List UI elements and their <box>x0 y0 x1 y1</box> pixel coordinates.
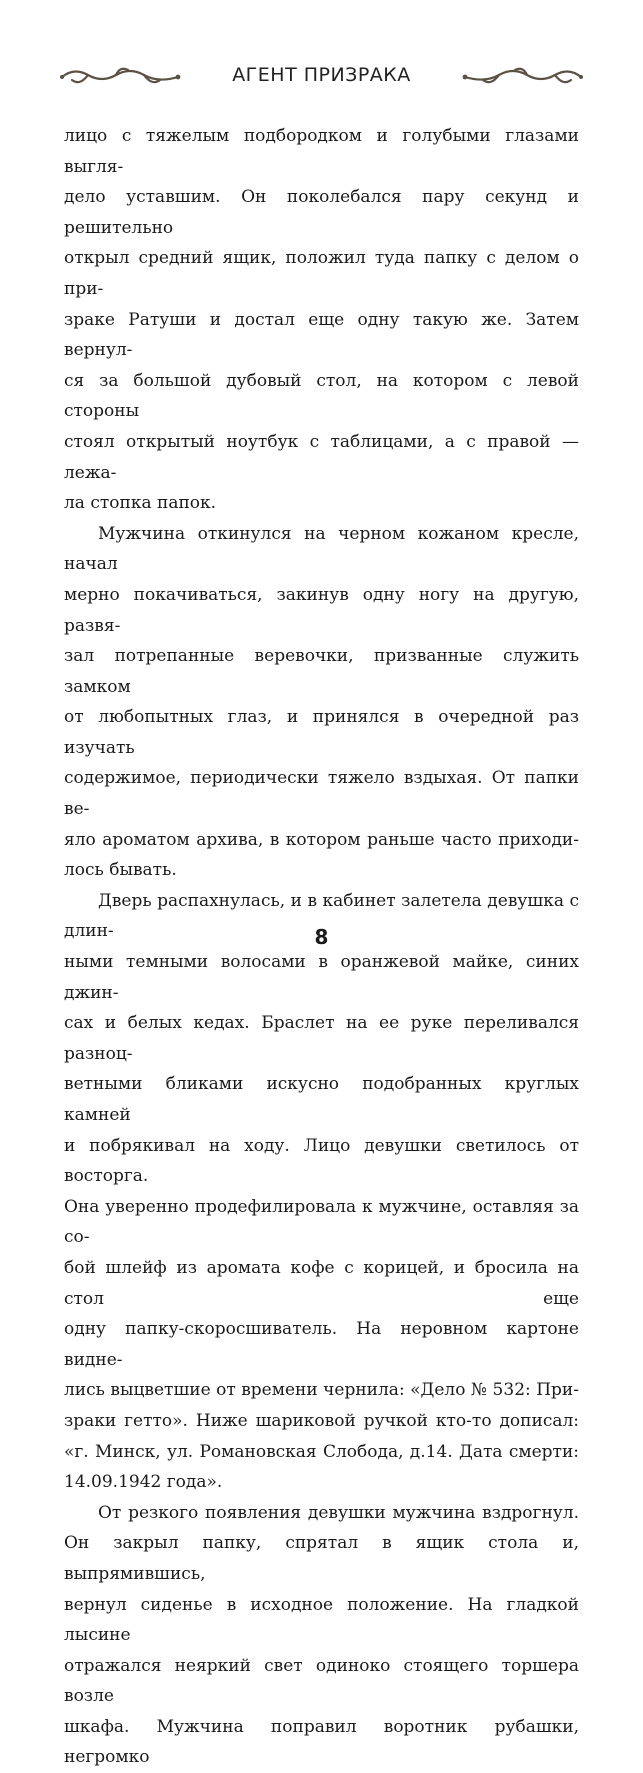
text-line: ся за большой дубовый стол, на котором с левой стороны <box>64 370 579 422</box>
running-header <box>58 62 585 92</box>
text-line: отражался неяркий свет одиноко стоящего торшера возле <box>64 1655 579 1707</box>
text-line: зраке Ратуши и достал еще одну такую же. Затем вернул- <box>64 309 579 361</box>
text-line: От резкого появления девушки мужчина вздрогнул. <box>98 1502 579 1523</box>
text-line: лось бывать. <box>64 860 177 881</box>
text-line: 14.09.1942 года». <box>64 1472 223 1493</box>
text-line: содержимое, периодически тяжело вздыхая. От папки ве- <box>64 768 579 820</box>
text-line: лицо с тяжелым подбородком и голубыми глазами выгля- <box>64 126 579 177</box>
text-line: и побрякивал на ходу. Лицо девушки светилось от восторга. <box>64 1135 579 1187</box>
text-line: ветными бликами искусно подобранных круглых камней <box>64 1074 579 1125</box>
text-line: открыл средний ящик, положил туда папку с делом о при- <box>64 248 579 299</box>
text-line: зраки гетто». Ниже шариковой ручкой кто-то дописал: <box>64 1410 579 1431</box>
text-line: сах и белых кедах. Браслет на ее руке переливался разноц- <box>64 1013 579 1064</box>
text-line: вернул сиденье в исходное положение. На гладкой лысине <box>64 1594 579 1646</box>
text-line: стоял открытый ноутбук с таблицами, а с правой — лежа- <box>64 431 579 483</box>
text-line: «г. Минск, ул. Романовская Слобода, д.14. Дата смерти: <box>64 1441 579 1462</box>
text-line: дело уставшим. Он поколебался пару секунд и решительно <box>64 187 579 238</box>
text-line: Он закрыл папку, спрятал в ящик стола и, выпрямившись, <box>64 1533 579 1584</box>
text-line: Мужчина откинулся на черном кожаном кресле, начал <box>64 523 579 575</box>
page-number: 8 <box>314 925 329 949</box>
text-line: шкафа. Мужчина поправил воротник рубашки, негромко <box>64 1716 579 1768</box>
flourish-ornament-right-icon <box>460 64 585 90</box>
text-line: мерно покачиваться, закинув одну ногу на другую, развя- <box>64 584 579 636</box>
text-line: ла стопка папок. <box>64 493 217 514</box>
text-line: ными темными волосами в оранжевой майке, синих джин- <box>64 952 579 1003</box>
text-line: одну папку-скоросшиватель. На неровном картоне видне- <box>64 1319 579 1370</box>
text-line: Она уверенно продефилировала к мужчине, оставляя за со- <box>64 1196 579 1248</box>
text-line: Дверь распахнулась, и в кабинет залетела девушка с длин- <box>64 890 579 942</box>
text-line: от любопытных глаз, и принялся в очередной раз изучать <box>64 707 579 758</box>
running-title: АГЕНТ ПРИЗРАКА <box>232 64 411 86</box>
text-line: лись выцветшие от времени чернила: «Дело № 532: При- <box>64 1380 579 1401</box>
text-line: зал потрепанные веревочки, призванные служить замком <box>64 646 579 697</box>
text-line: бой шлейф из аромата кофе с корицей, и бросила на стол еще <box>64 1257 579 1309</box>
text-line: яло ароматом архива, в котором раньше часто приходи- <box>64 829 579 850</box>
